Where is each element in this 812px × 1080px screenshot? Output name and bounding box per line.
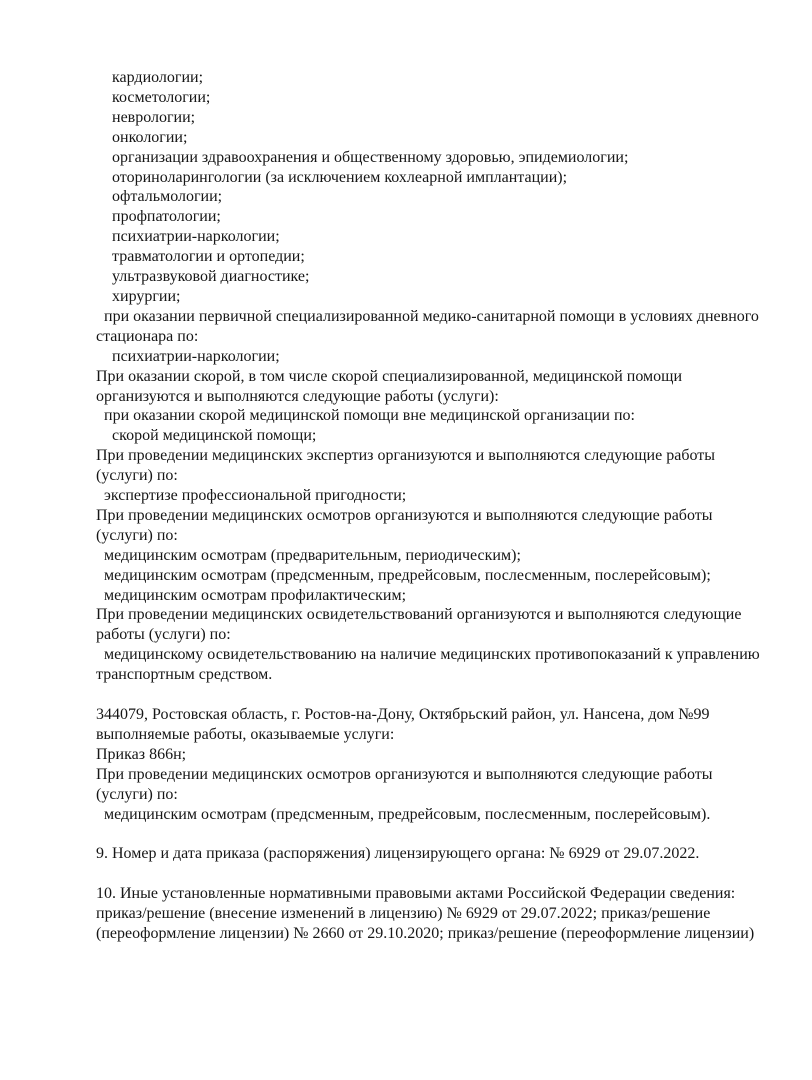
document-line: При проведении медицинских осмотров организуются и выполняются следующие работы: [96, 765, 713, 783]
document-line: 344079, Ростовская область, г. Ростов-на-Дону, Октябрьский район, ул. Нансена, дом №99: [96, 705, 710, 723]
document-line: офтальмологии;: [112, 188, 223, 206]
document-line: неврологии;: [112, 108, 196, 126]
document-line: (услуги) по:: [96, 785, 178, 803]
document-line: психиатрии-наркологии;: [112, 347, 280, 365]
document-line: профпатологии;: [112, 208, 221, 226]
document-line: скорой медицинской помощи;: [112, 427, 317, 445]
document-line: работы (услуги) по:: [96, 626, 231, 644]
document-line: [96, 864, 782, 884]
document-line: 10. Иные установленные нормативными правовыми актами Российской Федерации сведения:: [96, 885, 736, 903]
document-line: При оказании скорой, в том числе скорой специализированной, медицинской помощи: [96, 367, 683, 385]
document-line: организации здравоохранения и общественному здоровью, эпидемиологии;: [112, 148, 629, 166]
document-line: ультразвуковой диагностике;: [112, 268, 310, 286]
document-line: приказ/решение (внесение изменений в лицензию) № 6929 от 29.07.2022; приказ/решение: [96, 905, 711, 923]
document-line: Приказ 866н;: [96, 745, 187, 763]
document-line: оториноларингологии (за исключением кохлеарной имплантации);: [112, 168, 568, 186]
document-line: (услуги) по:: [96, 467, 178, 485]
document-line: медицинским осмотрам профилактическим;: [104, 586, 407, 604]
document-line: медицинскому освидетельствованию на наличие медицинских противопоказаний к управлению: [104, 646, 760, 664]
document-line: психиатрии-наркологии;: [112, 228, 280, 246]
document-line: 9. Номер и дата приказа (распоряжения) лицензирующего органа: № 6929 от 29.07.2022.: [96, 845, 700, 863]
document-line: онкологии;: [112, 128, 188, 146]
document-line: при оказании скорой медицинской помощи вне медицинской организации по:: [104, 407, 635, 425]
document-line: выполняемые работы, оказываемые услуги:: [96, 725, 395, 743]
document-line: [96, 685, 782, 705]
document-line: стационара по:: [96, 327, 199, 345]
license-document-text: [96, 68, 782, 944]
document-line: При проведении медицинских экспертиз организуются и выполняются следующие работы: [96, 447, 715, 465]
document-line: экспертизе профессиональной пригодности;: [104, 487, 407, 505]
document-line: хирургии;: [112, 287, 181, 305]
document-line: травматологии и ортопедии;: [112, 248, 305, 266]
document-line: (услуги) по:: [96, 526, 178, 544]
document-line: транспортным средством.: [96, 666, 273, 684]
document-line: косметологии;: [112, 88, 211, 106]
document-line: При проведении медицинских осмотров организуются и выполняются следующие работы: [96, 506, 713, 524]
document-line: медицинским осмотрам (предсменным, предрейсовым, послесменным, послерейсовым).: [104, 805, 711, 823]
document-line: при оказании первичной специализированной медико-санитарной помощи в условиях дневного: [104, 307, 759, 325]
document-line: При проведении медицинских освидетельствований организуются и выполняются следующие: [96, 606, 742, 624]
document-line: кардиологии;: [112, 69, 204, 86]
document-line: медицинским осмотрам (предсменным, предрейсовым, послесменным, послерейсовым);: [104, 566, 711, 584]
document-line: (переоформление лицензии) № 2660 от 29.10.2020; приказ/решение (переоформление лицензии): [96, 924, 755, 942]
document-line: медицинским осмотрам (предварительным, периодическим);: [104, 546, 521, 564]
document-line: организуются и выполняются следующие работы (услуги):: [96, 387, 499, 405]
document-line: [96, 824, 782, 844]
